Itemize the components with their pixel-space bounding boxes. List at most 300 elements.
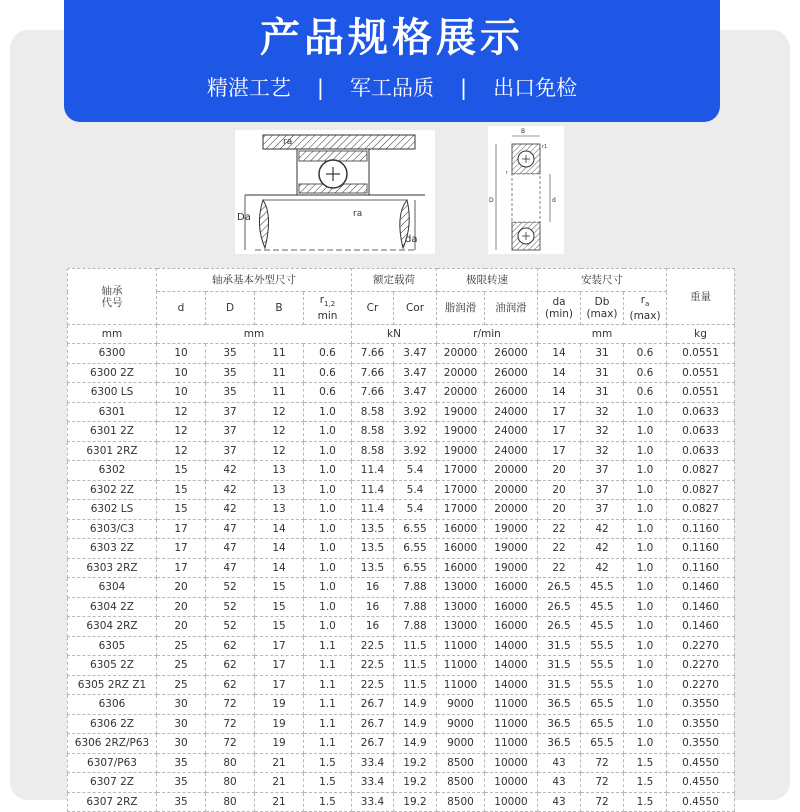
cell-Cr: 8.58 bbox=[352, 402, 394, 422]
cell-code: 6301 2RZ bbox=[68, 441, 157, 461]
cell-da: 26.5 bbox=[538, 578, 581, 598]
cell-speed-grease: 17000 bbox=[437, 461, 485, 481]
cell-weight: 0.4550 bbox=[667, 753, 735, 773]
cell-r12: 0.6 bbox=[304, 363, 352, 383]
header-install-group: 安装尺寸 bbox=[538, 269, 667, 292]
cell-speed-oil: 10000 bbox=[485, 753, 538, 773]
cell-Cr: 26.7 bbox=[352, 695, 394, 715]
table-row bbox=[68, 792, 735, 812]
cell-da: 26.5 bbox=[538, 617, 581, 637]
cell-Cor: 3.92 bbox=[394, 402, 437, 422]
cell-D: 72 bbox=[206, 714, 255, 734]
cell-Cr: 22.5 bbox=[352, 636, 394, 656]
cell-da: 31.5 bbox=[538, 656, 581, 676]
header-dims-group: 轴承基本外型尺寸 bbox=[157, 269, 352, 292]
cell-speed-grease: 20000 bbox=[437, 344, 485, 364]
cell-Db: 72 bbox=[581, 792, 624, 812]
cell-D: 42 bbox=[206, 500, 255, 520]
cell-weight: 0.1160 bbox=[667, 558, 735, 578]
cell-d: 17 bbox=[157, 558, 206, 578]
cell-D: 35 bbox=[206, 383, 255, 403]
cell-D: 47 bbox=[206, 519, 255, 539]
header-r12-sub: 1,2 bbox=[324, 300, 336, 309]
cell-D: 72 bbox=[206, 695, 255, 715]
label-B: B bbox=[521, 128, 526, 135]
cell-speed-oil: 26000 bbox=[485, 363, 538, 383]
cell-d: 12 bbox=[157, 441, 206, 461]
header-Cor: Cor bbox=[394, 292, 437, 325]
cell-B: 12 bbox=[255, 441, 304, 461]
cell-ra: 1.0 bbox=[624, 675, 667, 695]
table-row bbox=[68, 597, 735, 617]
cell-speed-oil: 14000 bbox=[485, 656, 538, 676]
cell-D: 72 bbox=[206, 734, 255, 754]
cell-Db: 42 bbox=[581, 539, 624, 559]
cell-speed-oil: 24000 bbox=[485, 441, 538, 461]
cell-Cr: 26.7 bbox=[352, 734, 394, 754]
cell-speed-oil: 26000 bbox=[485, 344, 538, 364]
cell-d: 20 bbox=[157, 597, 206, 617]
cell-r12: 1.0 bbox=[304, 441, 352, 461]
cell-da: 20 bbox=[538, 500, 581, 520]
cell-D: 47 bbox=[206, 539, 255, 559]
cell-Cor: 19.2 bbox=[394, 773, 437, 793]
cell-da: 14 bbox=[538, 363, 581, 383]
cell-d: 17 bbox=[157, 539, 206, 559]
cell-Db: 42 bbox=[581, 519, 624, 539]
cell-Cr: 33.4 bbox=[352, 792, 394, 812]
cell-code: 6303/C3 bbox=[68, 519, 157, 539]
cell-Db: 45.5 bbox=[581, 617, 624, 637]
cell-r12: 1.0 bbox=[304, 461, 352, 481]
label-Da: Da bbox=[237, 212, 251, 223]
cell-ra: 1.0 bbox=[624, 597, 667, 617]
cell-Db: 55.5 bbox=[581, 636, 624, 656]
cell-Cr: 7.66 bbox=[352, 383, 394, 403]
cell-Cor: 6.55 bbox=[394, 539, 437, 559]
cell-Cr: 11.4 bbox=[352, 461, 394, 481]
cell-speed-oil: 16000 bbox=[485, 578, 538, 598]
cell-da: 43 bbox=[538, 753, 581, 773]
cell-r12: 1.1 bbox=[304, 656, 352, 676]
cell-speed-oil: 11000 bbox=[485, 734, 538, 754]
cell-speed-grease: 20000 bbox=[437, 363, 485, 383]
cell-B: 15 bbox=[255, 578, 304, 598]
cell-speed-oil: 24000 bbox=[485, 402, 538, 422]
cell-speed-oil: 14000 bbox=[485, 636, 538, 656]
cell-ra: 1.0 bbox=[624, 734, 667, 754]
unit-code: mm bbox=[68, 325, 157, 344]
label-d: d bbox=[552, 197, 556, 204]
cell-Cr: 7.66 bbox=[352, 363, 394, 383]
cell-da: 22 bbox=[538, 558, 581, 578]
cell-weight: 0.3550 bbox=[667, 695, 735, 715]
cell-Db: 55.5 bbox=[581, 656, 624, 676]
cell-da: 31.5 bbox=[538, 636, 581, 656]
cell-d: 30 bbox=[157, 714, 206, 734]
header-d: d bbox=[157, 292, 206, 325]
cell-r12: 1.0 bbox=[304, 617, 352, 637]
cell-speed-grease: 16000 bbox=[437, 558, 485, 578]
cell-weight: 0.3550 bbox=[667, 734, 735, 754]
tag-separator: | bbox=[316, 76, 324, 100]
cell-Cr: 13.5 bbox=[352, 519, 394, 539]
tag-craft: 精湛工艺 bbox=[206, 76, 291, 100]
cell-speed-oil: 20000 bbox=[485, 480, 538, 500]
cell-B: 17 bbox=[255, 636, 304, 656]
cell-Cor: 6.55 bbox=[394, 558, 437, 578]
cell-code: 6304 2Z bbox=[68, 597, 157, 617]
cell-r12: 1.0 bbox=[304, 578, 352, 598]
cell-Cr: 33.4 bbox=[352, 773, 394, 793]
cell-da: 43 bbox=[538, 773, 581, 793]
cell-code: 6303 2Z bbox=[68, 539, 157, 559]
tag-quality: 军工品质 bbox=[350, 76, 434, 100]
cell-speed-grease: 16000 bbox=[437, 539, 485, 559]
cell-da: 17 bbox=[538, 402, 581, 422]
cell-da: 20 bbox=[538, 480, 581, 500]
table-row bbox=[68, 461, 735, 481]
cell-Cr: 33.4 bbox=[352, 753, 394, 773]
cell-r12: 1.0 bbox=[304, 480, 352, 500]
cell-Cor: 14.9 bbox=[394, 714, 437, 734]
cell-B: 11 bbox=[255, 344, 304, 364]
cell-da: 26.5 bbox=[538, 597, 581, 617]
label-r: r bbox=[506, 170, 509, 176]
cell-speed-grease: 17000 bbox=[437, 500, 485, 520]
label-da: da bbox=[405, 234, 418, 245]
cell-d: 35 bbox=[157, 753, 206, 773]
table-row bbox=[68, 636, 735, 656]
cell-Db: 37 bbox=[581, 461, 624, 481]
header-ra-max: (max) bbox=[629, 310, 661, 323]
cell-da: 36.5 bbox=[538, 695, 581, 715]
unit-speed: r/min bbox=[437, 325, 538, 344]
cell-d: 25 bbox=[157, 656, 206, 676]
cell-weight: 0.0827 bbox=[667, 480, 735, 500]
cell-weight: 0.0633 bbox=[667, 422, 735, 442]
cell-Cor: 11.5 bbox=[394, 636, 437, 656]
cell-speed-oil: 16000 bbox=[485, 617, 538, 637]
cell-ra: 1.5 bbox=[624, 792, 667, 812]
cell-ra: 1.0 bbox=[624, 519, 667, 539]
cell-code: 6300 bbox=[68, 344, 157, 364]
cell-code: 6304 bbox=[68, 578, 157, 598]
label-ra-top: ra bbox=[283, 137, 293, 147]
cell-Db: 42 bbox=[581, 558, 624, 578]
cell-Cor: 19.2 bbox=[394, 753, 437, 773]
cell-d: 12 bbox=[157, 402, 206, 422]
cell-Cor: 5.4 bbox=[394, 500, 437, 520]
cell-Cor: 7.88 bbox=[394, 578, 437, 598]
cell-Cor: 11.5 bbox=[394, 656, 437, 676]
cell-speed-oil: 10000 bbox=[485, 792, 538, 812]
cell-d: 35 bbox=[157, 792, 206, 812]
header-ra-main: r bbox=[640, 293, 646, 306]
table-row bbox=[68, 617, 735, 637]
cell-ra: 1.0 bbox=[624, 500, 667, 520]
cell-r12: 1.5 bbox=[304, 753, 352, 773]
cell-speed-oil: 19000 bbox=[485, 558, 538, 578]
cell-code: 6307 2Z bbox=[68, 773, 157, 793]
cell-D: 37 bbox=[206, 441, 255, 461]
cell-Cr: 26.7 bbox=[352, 714, 394, 734]
header-r12-main: r bbox=[319, 293, 325, 306]
cell-d: 17 bbox=[157, 519, 206, 539]
cell-weight: 0.0551 bbox=[667, 363, 735, 383]
cell-D: 47 bbox=[206, 558, 255, 578]
cell-D: 80 bbox=[206, 753, 255, 773]
cell-B: 13 bbox=[255, 461, 304, 481]
cell-da: 17 bbox=[538, 422, 581, 442]
cell-code: 6303 2RZ bbox=[68, 558, 157, 578]
cell-ra: 1.0 bbox=[624, 578, 667, 598]
cell-ra: 1.0 bbox=[624, 441, 667, 461]
unit-load: kN bbox=[352, 325, 437, 344]
cell-B: 14 bbox=[255, 519, 304, 539]
cell-B: 14 bbox=[255, 558, 304, 578]
cell-Db: 45.5 bbox=[581, 597, 624, 617]
tag-export: 出口免检 bbox=[493, 76, 578, 100]
cell-code: 6304 2RZ bbox=[68, 617, 157, 637]
cell-speed-grease: 9000 bbox=[437, 714, 485, 734]
cell-r12: 1.1 bbox=[304, 636, 352, 656]
cell-Db: 37 bbox=[581, 500, 624, 520]
cell-Db: 37 bbox=[581, 480, 624, 500]
cell-d: 20 bbox=[157, 617, 206, 637]
cell-speed-oil: 11000 bbox=[485, 714, 538, 734]
cell-D: 42 bbox=[206, 480, 255, 500]
label-r1: r1 bbox=[542, 144, 548, 150]
table-row bbox=[68, 500, 735, 520]
cell-B: 19 bbox=[255, 695, 304, 715]
cell-speed-grease: 13000 bbox=[437, 597, 485, 617]
cell-weight: 0.0551 bbox=[667, 383, 735, 403]
cell-B: 15 bbox=[255, 597, 304, 617]
header-grease: 脂润滑 bbox=[437, 292, 485, 325]
cell-speed-grease: 11000 bbox=[437, 675, 485, 695]
cell-r12: 1.0 bbox=[304, 500, 352, 520]
cell-speed-oil: 10000 bbox=[485, 773, 538, 793]
cell-speed-oil: 14000 bbox=[485, 675, 538, 695]
cell-Cor: 19.2 bbox=[394, 792, 437, 812]
cell-ra: 1.0 bbox=[624, 558, 667, 578]
cell-ra: 0.6 bbox=[624, 344, 667, 364]
header-D: D bbox=[206, 292, 255, 325]
cell-D: 37 bbox=[206, 422, 255, 442]
cell-speed-oil: 20000 bbox=[485, 461, 538, 481]
cell-r12: 1.5 bbox=[304, 792, 352, 812]
cell-speed-grease: 16000 bbox=[437, 519, 485, 539]
cell-Cor: 11.5 bbox=[394, 675, 437, 695]
cell-r12: 1.0 bbox=[304, 402, 352, 422]
cell-B: 21 bbox=[255, 753, 304, 773]
cell-ra: 1.0 bbox=[624, 422, 667, 442]
cell-code: 6307/P63 bbox=[68, 753, 157, 773]
cell-Db: 31 bbox=[581, 344, 624, 364]
cell-d: 10 bbox=[157, 363, 206, 383]
cell-B: 12 bbox=[255, 402, 304, 422]
header-code: 轴承 代号 bbox=[68, 269, 157, 325]
table-row bbox=[68, 734, 735, 754]
cell-Db: 65.5 bbox=[581, 714, 624, 734]
table-row bbox=[68, 695, 735, 715]
cell-Db: 32 bbox=[581, 441, 624, 461]
cell-weight: 0.0633 bbox=[667, 402, 735, 422]
cell-Cr: 22.5 bbox=[352, 656, 394, 676]
cell-D: 35 bbox=[206, 344, 255, 364]
cell-B: 11 bbox=[255, 383, 304, 403]
header-r12-min: min bbox=[317, 310, 338, 323]
cell-B: 19 bbox=[255, 714, 304, 734]
cell-B: 17 bbox=[255, 675, 304, 695]
cell-Cr: 16 bbox=[352, 617, 394, 637]
cell-code: 6301 bbox=[68, 402, 157, 422]
tag-separator: | bbox=[460, 76, 468, 100]
cell-da: 43 bbox=[538, 792, 581, 812]
cell-da: 36.5 bbox=[538, 734, 581, 754]
cell-speed-grease: 9000 bbox=[437, 695, 485, 715]
cell-speed-grease: 13000 bbox=[437, 578, 485, 598]
cell-d: 35 bbox=[157, 773, 206, 793]
cell-Cor: 3.47 bbox=[394, 363, 437, 383]
spec-rows bbox=[68, 344, 735, 812]
header-r12 bbox=[304, 292, 352, 325]
unit-dims: mm bbox=[157, 325, 352, 344]
cell-Cr: 11.4 bbox=[352, 500, 394, 520]
cell-r12: 1.1 bbox=[304, 714, 352, 734]
cell-da: 22 bbox=[538, 539, 581, 559]
cell-D: 62 bbox=[206, 656, 255, 676]
cell-speed-oil: 16000 bbox=[485, 597, 538, 617]
cell-ra: 0.6 bbox=[624, 383, 667, 403]
cell-da: 14 bbox=[538, 344, 581, 364]
cell-ra: 1.0 bbox=[624, 480, 667, 500]
cell-da: 31.5 bbox=[538, 675, 581, 695]
table-row bbox=[68, 714, 735, 734]
header-ra-sub: a bbox=[645, 300, 650, 309]
cell-ra: 1.0 bbox=[624, 617, 667, 637]
cell-Cr: 8.58 bbox=[352, 422, 394, 442]
header-oil: 油润滑 bbox=[485, 292, 538, 325]
cell-code: 6306 bbox=[68, 695, 157, 715]
cell-Cor: 5.4 bbox=[394, 480, 437, 500]
label-ra-mid: ra bbox=[353, 209, 363, 219]
cell-weight: 0.4550 bbox=[667, 773, 735, 793]
cell-speed-oil: 11000 bbox=[485, 695, 538, 715]
cell-speed-oil: 19000 bbox=[485, 539, 538, 559]
cell-B: 17 bbox=[255, 656, 304, 676]
cell-r12: 1.5 bbox=[304, 773, 352, 793]
cell-weight: 0.1160 bbox=[667, 519, 735, 539]
cell-ra: 1.0 bbox=[624, 656, 667, 676]
cell-Cor: 3.92 bbox=[394, 441, 437, 461]
cell-code: 6305 2Z bbox=[68, 656, 157, 676]
cell-da: 36.5 bbox=[538, 714, 581, 734]
cell-code: 6307 2RZ bbox=[68, 792, 157, 812]
cell-weight: 0.3550 bbox=[667, 714, 735, 734]
cell-Cor: 3.92 bbox=[394, 422, 437, 442]
cell-ra: 1.5 bbox=[624, 773, 667, 793]
table-row bbox=[68, 441, 735, 461]
cell-Cor: 3.47 bbox=[394, 344, 437, 364]
table-row bbox=[68, 675, 735, 695]
cell-D: 62 bbox=[206, 675, 255, 695]
cell-Db: 72 bbox=[581, 753, 624, 773]
cell-d: 20 bbox=[157, 578, 206, 598]
table-row bbox=[68, 519, 735, 539]
table-row bbox=[68, 656, 735, 676]
cell-weight: 0.1460 bbox=[667, 617, 735, 637]
cell-D: 52 bbox=[206, 578, 255, 598]
cell-B: 19 bbox=[255, 734, 304, 754]
banner-tagline bbox=[64, 72, 720, 102]
cell-weight: 0.2270 bbox=[667, 656, 735, 676]
cell-Db: 65.5 bbox=[581, 734, 624, 754]
cell-B: 14 bbox=[255, 539, 304, 559]
cell-da: 20 bbox=[538, 461, 581, 481]
cell-ra: 1.0 bbox=[624, 402, 667, 422]
cell-speed-oil: 24000 bbox=[485, 422, 538, 442]
cell-ra: 1.5 bbox=[624, 753, 667, 773]
header-ra bbox=[624, 292, 667, 325]
cell-Db: 45.5 bbox=[581, 578, 624, 598]
cell-weight: 0.0551 bbox=[667, 344, 735, 364]
header-load-group: 额定载荷 bbox=[352, 269, 437, 292]
cell-Cr: 8.58 bbox=[352, 441, 394, 461]
cell-Cr: 22.5 bbox=[352, 675, 394, 695]
cell-d: 10 bbox=[157, 383, 206, 403]
cell-B: 21 bbox=[255, 792, 304, 812]
cell-speed-grease: 8500 bbox=[437, 773, 485, 793]
cell-code: 6300 LS bbox=[68, 383, 157, 403]
cell-code: 6305 2RZ Z1 bbox=[68, 675, 157, 695]
cell-ra: 1.0 bbox=[624, 461, 667, 481]
unit-install: mm bbox=[538, 325, 667, 344]
label-D: D bbox=[489, 197, 494, 204]
cell-B: 13 bbox=[255, 480, 304, 500]
cell-Cr: 13.5 bbox=[352, 558, 394, 578]
cell-r12: 0.6 bbox=[304, 344, 352, 364]
cell-B: 12 bbox=[255, 422, 304, 442]
cell-Cr: 13.5 bbox=[352, 539, 394, 559]
mounting-diagram bbox=[235, 130, 435, 254]
cell-code: 6306 2Z bbox=[68, 714, 157, 734]
cell-Cr: 16 bbox=[352, 597, 394, 617]
header-weight: 重量 bbox=[667, 269, 735, 325]
cell-B: 13 bbox=[255, 500, 304, 520]
cell-weight: 0.0827 bbox=[667, 461, 735, 481]
cell-D: 62 bbox=[206, 636, 255, 656]
cell-Cr: 16 bbox=[352, 578, 394, 598]
cell-ra: 1.0 bbox=[624, 636, 667, 656]
cell-B: 11 bbox=[255, 363, 304, 383]
table-row bbox=[68, 773, 735, 793]
cell-speed-grease: 13000 bbox=[437, 617, 485, 637]
cell-r12: 1.0 bbox=[304, 539, 352, 559]
cell-speed-grease: 11000 bbox=[437, 656, 485, 676]
table-row bbox=[68, 558, 735, 578]
table-row bbox=[68, 383, 735, 403]
cell-d: 10 bbox=[157, 344, 206, 364]
cell-code: 6300 2Z bbox=[68, 363, 157, 383]
cell-speed-oil: 26000 bbox=[485, 383, 538, 403]
table-row bbox=[68, 422, 735, 442]
cell-speed-grease: 19000 bbox=[437, 441, 485, 461]
cell-speed-grease: 9000 bbox=[437, 734, 485, 754]
cell-d: 12 bbox=[157, 422, 206, 442]
cell-D: 42 bbox=[206, 461, 255, 481]
